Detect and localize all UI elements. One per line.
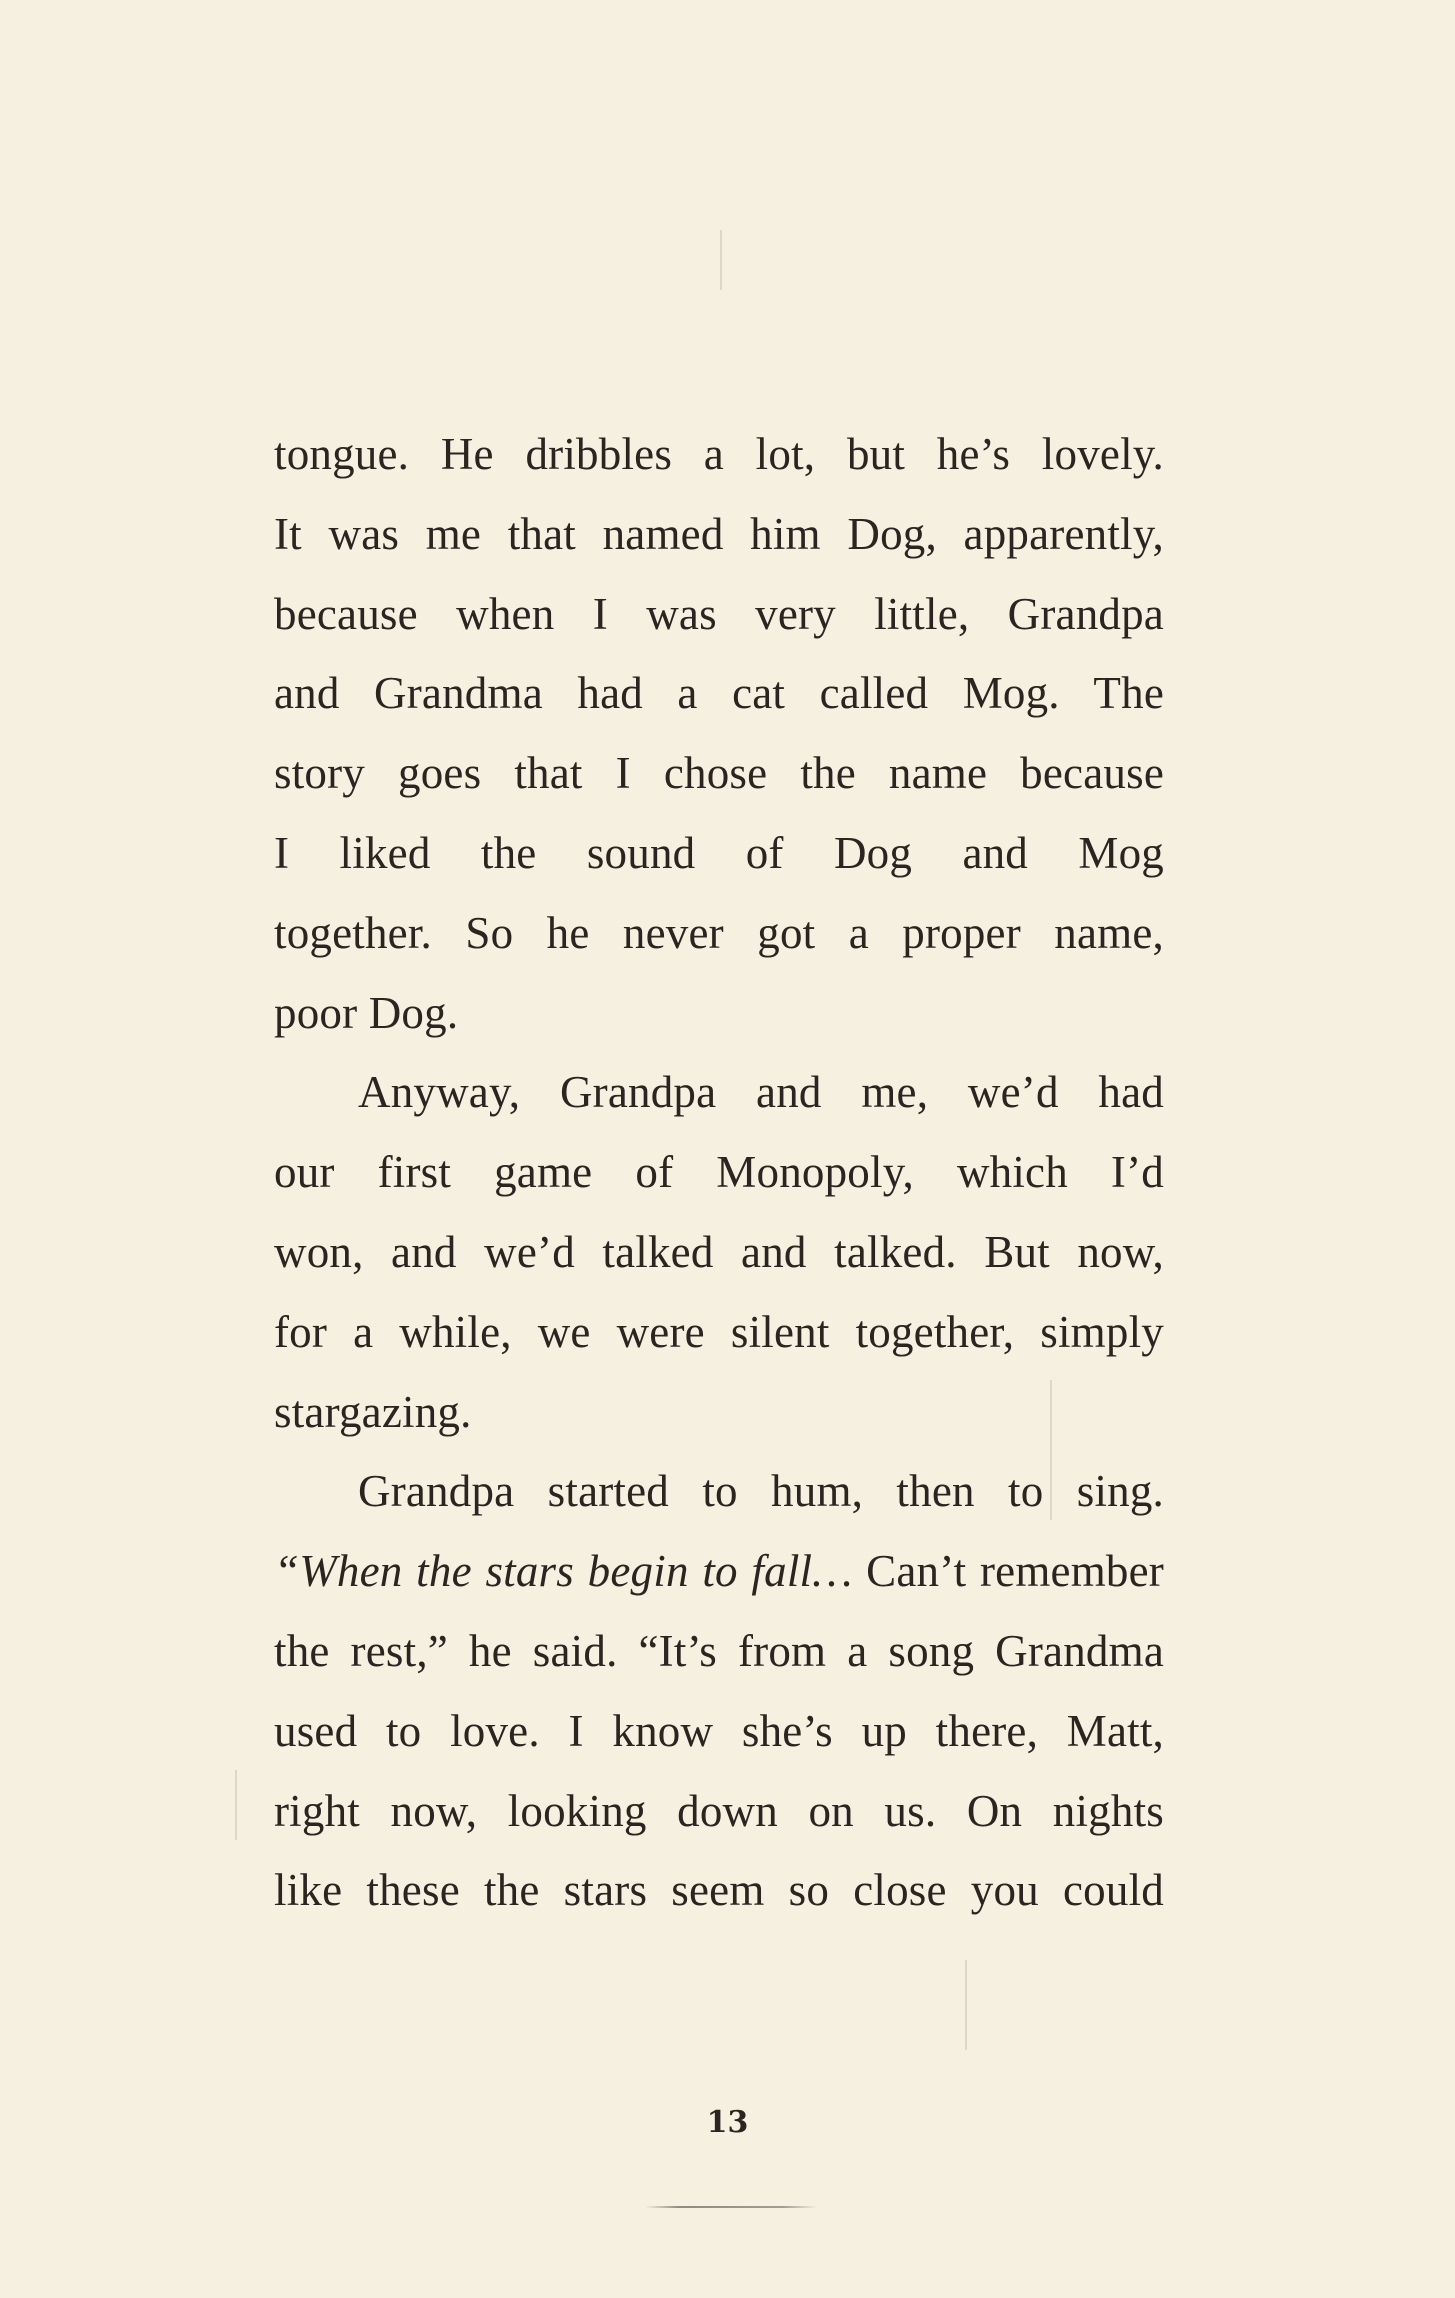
text-line: Anyway, Grandpa and me, we’d had [358,1067,1164,1118]
text-line: because when I was very little, Grandpa [274,588,1164,639]
text-line: I liked the sound of Dog and Mog [274,827,1164,878]
text-line: poor Dog. [274,987,459,1038]
text-line: story goes that I chose the name because [274,748,1164,799]
text-line-with-italic [274,1532,1164,1612]
page-number: 13 [706,2105,749,2140]
text-line: the rest,” he said. “It’s from a song Grandma [274,1625,1164,1676]
text-line: won, and we’d talked and talked. But now, [274,1226,1164,1277]
text-line: It was me that named him Dog, apparently, [274,508,1164,559]
paper-mark [720,230,722,290]
text-line: stargazing. [274,1386,472,1437]
paper-mark [965,1960,967,2050]
text-line: tongue. He dribbles a lot, but he’s lovely. [274,429,1164,479]
text-line: together. So he never got a proper name, [274,907,1164,958]
italic-song-lyric: “When the stars begin to fall… [274,1546,853,1597]
text-line: our first game of Monopoly, which I’d [274,1147,1164,1198]
footer-rule [645,2206,817,2208]
text-line: Grandpa started to hum, then to sing. [358,1466,1164,1517]
body-text [274,415,1164,1931]
text-line: used to love. I know she’s up there, Matt, [274,1705,1164,1756]
text-line: and Grandma had a cat called Mog. The [274,668,1164,719]
text-fragment: Can’t remember [852,1546,1164,1597]
text-line: like these the stars seem so close you could [274,1865,1164,1916]
text-line: for a while, we were silent together, simply [274,1306,1164,1357]
paper-mark [235,1770,237,1840]
text-line: right now, looking down on us. On nights [274,1785,1164,1836]
